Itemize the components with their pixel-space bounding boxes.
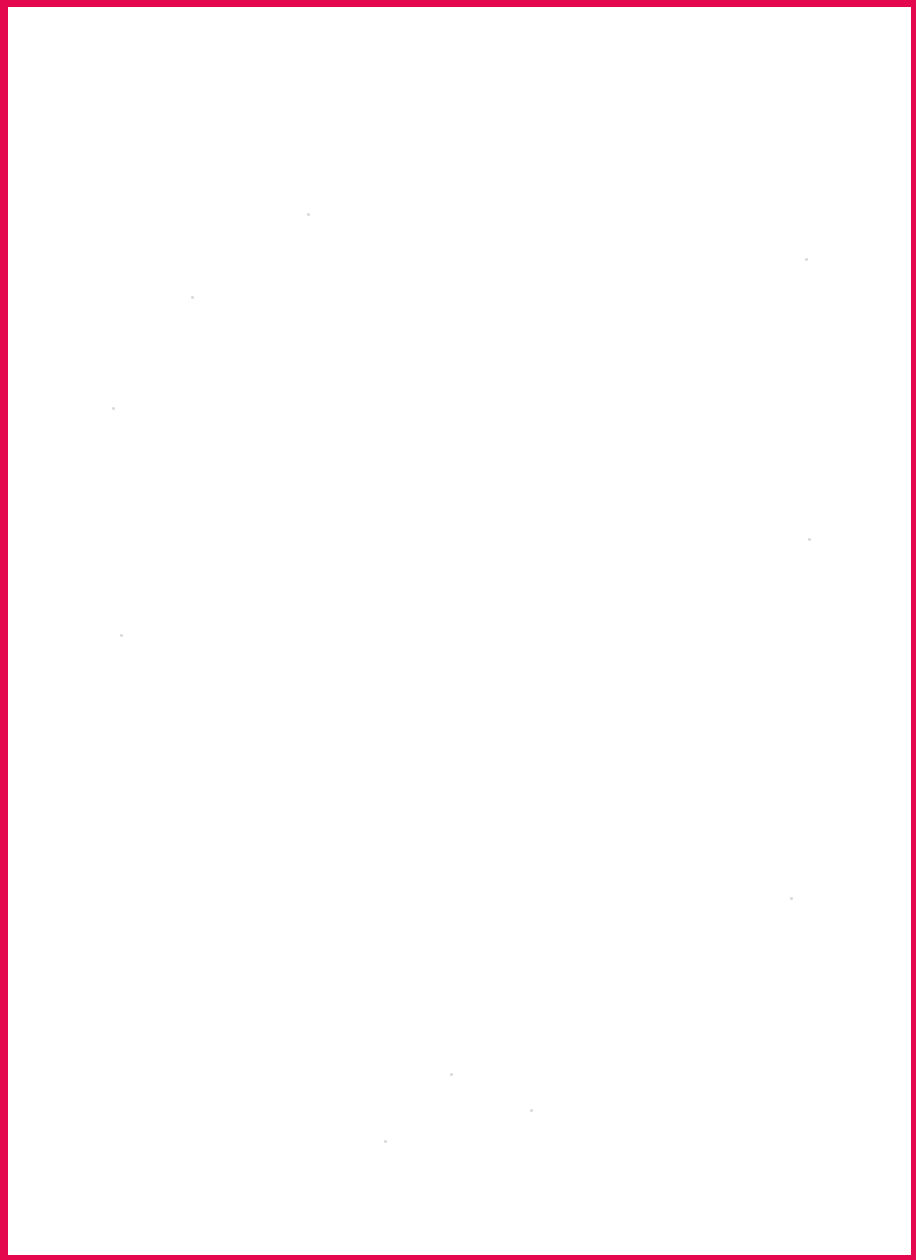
page-border-top bbox=[0, 0, 916, 7]
paper-sheet bbox=[8, 7, 911, 1255]
scan-speckle bbox=[191, 296, 194, 299]
scan-speckle bbox=[808, 538, 811, 541]
scan-speckle bbox=[307, 213, 310, 216]
scan-speckle bbox=[384, 1140, 387, 1143]
scan-speckle bbox=[790, 897, 793, 900]
page-border-left bbox=[0, 0, 8, 1260]
scan-speckle bbox=[530, 1109, 533, 1112]
scan-speckle bbox=[112, 407, 115, 410]
page-border-bottom bbox=[0, 1255, 916, 1260]
scan-speckle bbox=[805, 258, 808, 261]
page-border-right bbox=[911, 0, 916, 1260]
scan-speckle bbox=[120, 634, 123, 637]
scan-speckle bbox=[450, 1073, 453, 1076]
